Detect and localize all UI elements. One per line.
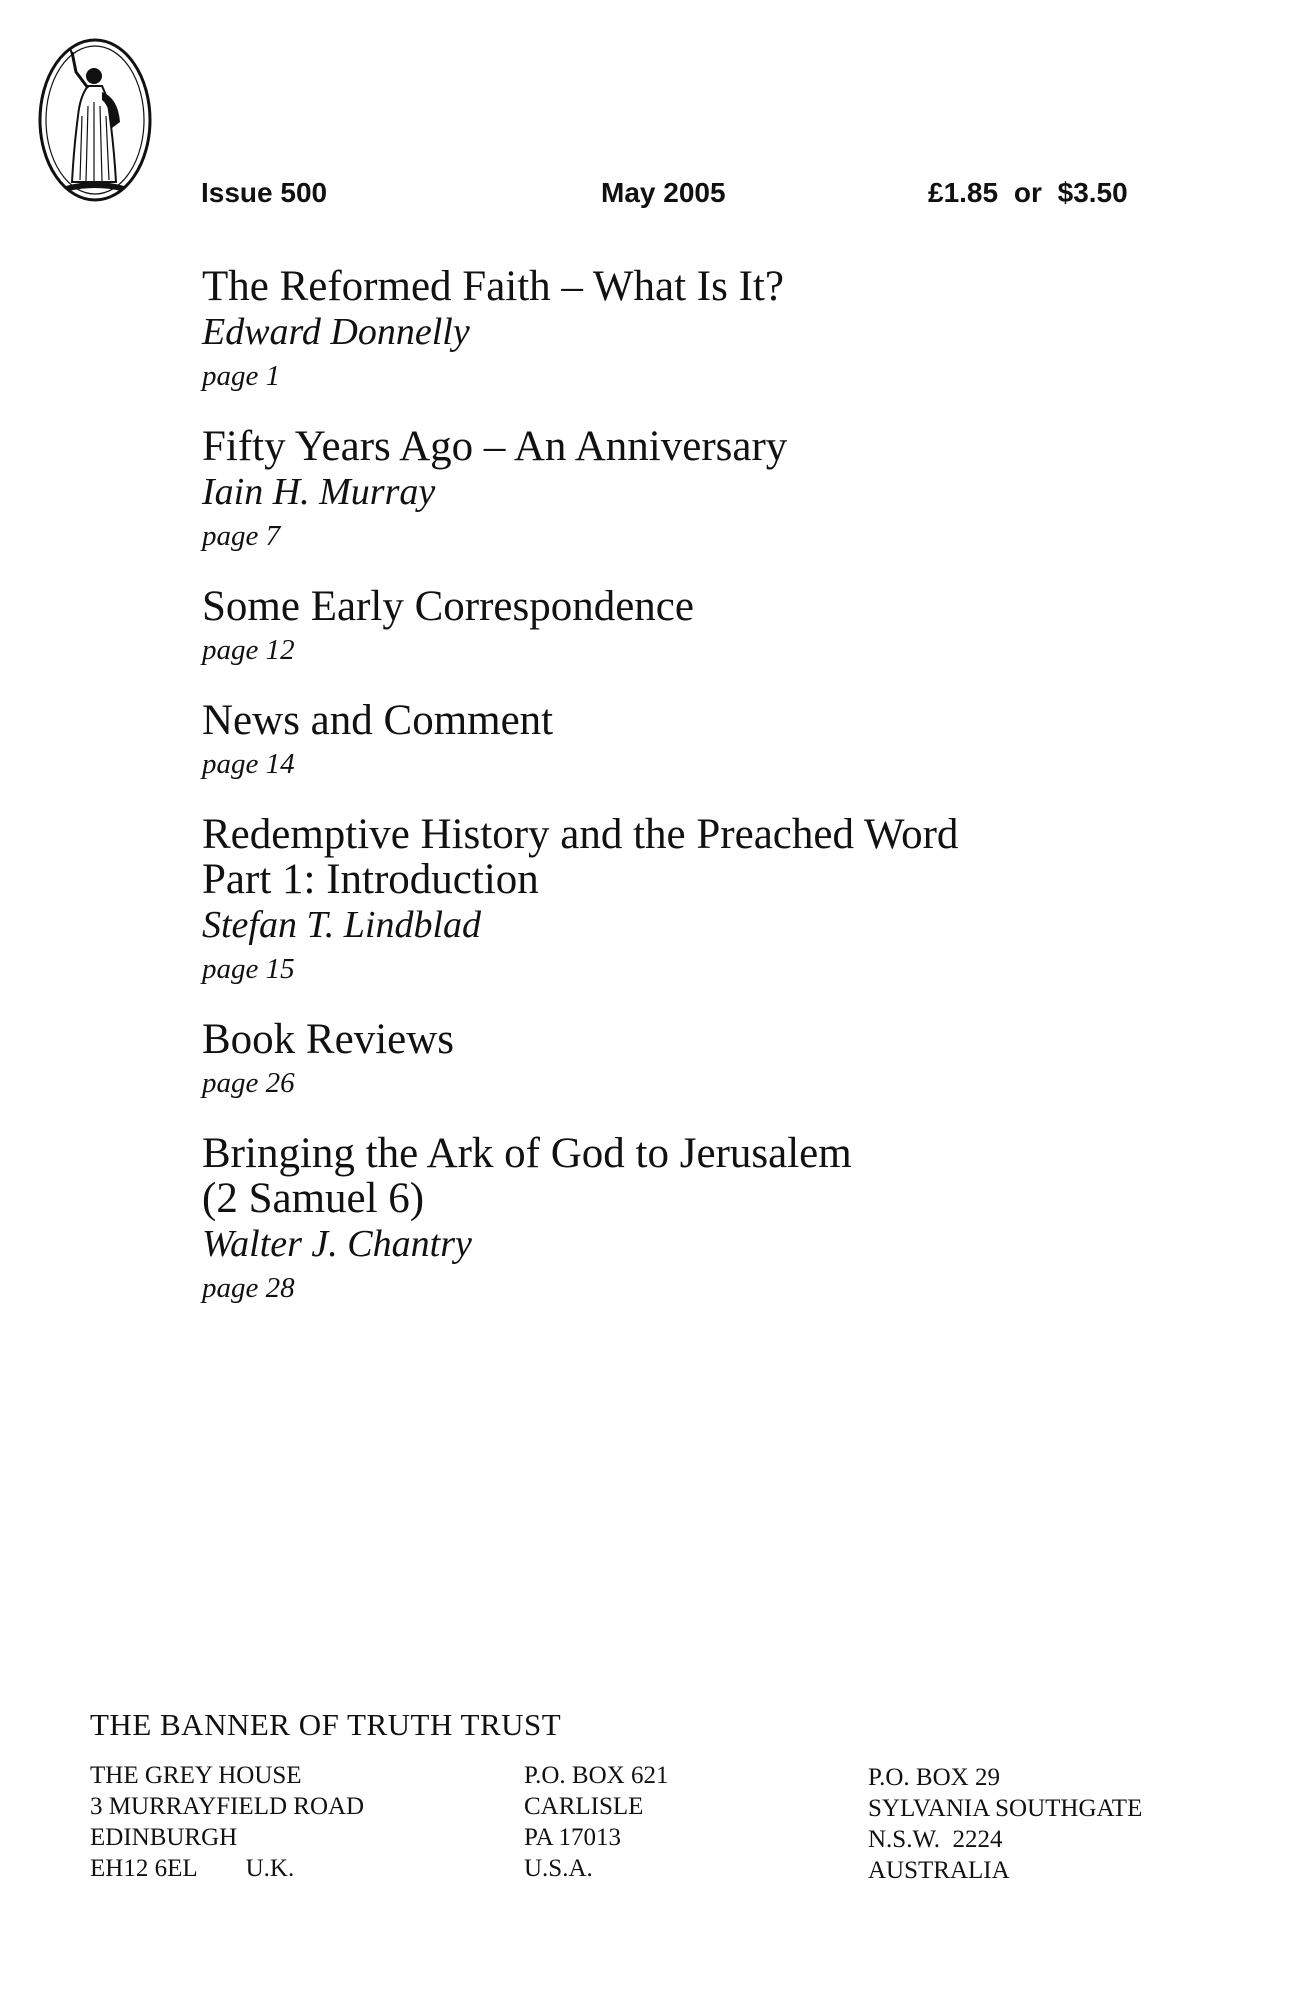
entry-page: page 7 <box>202 520 281 552</box>
issue-number: Issue 500 <box>201 177 328 208</box>
address-line: P.O. BOX 29 <box>868 1764 1000 1791</box>
address-uk <box>90 1760 364 1884</box>
address-australia <box>868 1762 1142 1886</box>
contents-entry <box>202 698 1202 785</box>
address-country: U.K. <box>245 1855 295 1882</box>
entry-title: The Reformed Faith – What Is It? <box>202 263 784 310</box>
entry-title: Redemptive History and the Preached Word <box>202 811 959 858</box>
address-line: EDINBURGH <box>90 1824 238 1851</box>
issue-date: May 2005 <box>601 177 726 208</box>
contents-entry <box>202 424 1202 557</box>
address-line: SYLVANIA SOUTHGATE <box>868 1795 1143 1822</box>
entry-author: Iain H. Murray <box>202 471 436 513</box>
entry-page: page 1 <box>202 360 281 392</box>
address-line: U.S.A. <box>524 1855 593 1882</box>
contents-list <box>202 264 1202 1336</box>
entry-title: News and Comment <box>202 697 554 744</box>
contents-entry <box>202 584 1202 671</box>
entry-title: Fifty Years Ago – An Anniversary <box>202 423 788 470</box>
address-line: PA 17013 <box>524 1824 622 1851</box>
address-line: AUSTRALIA <box>868 1857 1010 1884</box>
entry-author: Walter J. Chantry <box>202 1223 472 1265</box>
entry-author: Stefan T. Lindblad <box>202 904 482 946</box>
address-line: CARLISLE <box>524 1793 644 1820</box>
contents-entry <box>202 1131 1202 1309</box>
contents-entry <box>202 812 1202 990</box>
address-usa <box>524 1760 668 1884</box>
entry-page: page 12 <box>202 634 295 666</box>
entry-title-line-2: (2 Samuel 6) <box>202 1175 425 1222</box>
publisher-name: THE BANNER OF TRUTH TRUST <box>90 1707 562 1742</box>
entry-title: Book Reviews <box>202 1016 455 1063</box>
address-line: THE GREY HOUSE <box>90 1762 302 1789</box>
address-line: P.O. BOX 621 <box>524 1762 669 1789</box>
address-postcode: EH12 6EL <box>90 1855 198 1882</box>
entry-title: Some Early Correspondence <box>202 583 694 630</box>
entry-title: Bringing the Ark of God to Jerusalem <box>202 1130 852 1177</box>
entry-title-line-2: Part 1: Introduction <box>202 856 539 903</box>
contents-entry <box>202 264 1202 397</box>
entry-page: page 26 <box>202 1067 295 1099</box>
entry-author: Edward Donnelly <box>202 311 470 353</box>
contents-entry <box>202 1017 1202 1104</box>
entry-page: page 28 <box>202 1272 295 1304</box>
issue-price: £1.85 or $3.50 <box>928 177 1128 208</box>
address-line: N.S.W. 2224 <box>868 1826 1003 1853</box>
address-line: 3 MURRAYFIELD ROAD <box>90 1793 365 1820</box>
entry-page: page 14 <box>202 748 295 780</box>
entry-page: page 15 <box>202 953 295 985</box>
address-line <box>90 1853 364 1884</box>
masthead <box>0 177 1294 217</box>
